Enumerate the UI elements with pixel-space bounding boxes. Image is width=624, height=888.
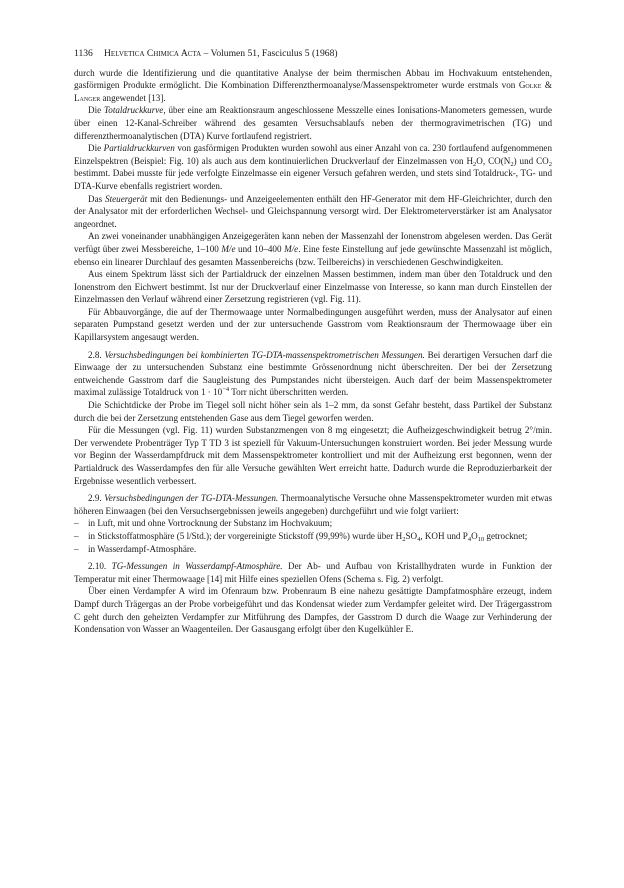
term-totaldruckkurve: Totaldruckkurve [104, 105, 164, 116]
section-number: 2.9. [88, 493, 105, 504]
list-item: – in Wasserdampf-Atmosphäre. [74, 543, 197, 554]
journal-citation [104, 48, 338, 61]
term-steuergeraet: Steuergerät [105, 193, 148, 204]
section-title: Versuchsbedingungen der TG-DTA-Messungen. [104, 493, 279, 504]
page-number: 1136 [74, 48, 93, 59]
volume-info: – Volumen 51, Fasciculus 5 (1968) [203, 48, 338, 59]
paragraph-schichtdicke: Die Schichtdicke der Probe im Tiegel soll nicht höher sein als 1–2 mm, da sonst Gefahr besteht, dass Partikel der Substanz durch die bei der Zersetzung entstehenden Gase aus dem Tiegel geworfen werden. [74, 400, 552, 423]
author-names: Golke & Langer [74, 80, 552, 103]
section-number: 2.10. [88, 561, 112, 572]
section-2-9: 2.9. Versuchsbedingungen der TG-DTA-Messungen. Thermoanalytische Versuche ohne Massenspektrometer wurden mit etwas höheren Einwaagen (bei den Versuchsergebnissen jeweils angegeben) durchgeführt und wie folgt variiert: [74, 493, 552, 516]
paragraph-steuergeraet: Das Steuergerät mit den Bedienungs- und Anzeigeelementen enthält den HF-Generator mit dem HF-Gleichrichter, durch den der Analysator mit der erforderlichen Wechsel- und Gleichspannung versorgt wird. Der Elektrometerverstärker ist am Analysator angeordnet. [74, 193, 553, 229]
paragraph-spektrum: Aus einem Spektrum lässt sich der Partialdruck der einzelnen Massen bestimmen, indem man über den Totaldruck und den Ionenstrom den Eichwert bestimmt. Ist nur der Druckverlauf einer Einzelmasse von Interesse, so kann man durch Einstellen der Einzelmassen den Verlauf während einer Zersetzung registrieren (vgl. Fig. 11). [74, 269, 552, 305]
conditions-list [74, 517, 552, 555]
list-item: – in Stickstoffatmosphäre (5 l/Std.); der vorgereinigte Stickstoff (99,99%) wurde über $H_2SO_4$, KOH und $P_4O_{10}$ getrocknet; [74, 530, 528, 543]
paragraph-messungen: Für die Messungen (vgl. Fig. 11) wurden Substanzmengen von 8 mg eingesetzt; die Aufheizgeschwindigkeit betrug 2°/min. Der verwendete Probenträger Typ T TD 3 ist speziell für Vakuum-Untersuchungen konstruiert worden. Bei jeder Messung wurde vor Beginn der Wasserdampfdruck mit dem Massenspektrometer kontrolliert und mit der Aufheizung erst begonnen, wenn der Partialdruck des Wasserdampfes den für alle Versuche gewählten Wert erreicht hatte. Dadurch wurde die Reproduzierbarkeit der Ergebnisse wesentlich verbessert. [74, 425, 552, 486]
paragraph-intro: durch wurde die Identifizierung und die quantitative Analyse der beim thermischen Abbau im Hochvakuum entstehenden, gasförmigen Produkte ermöglicht. Die Kombination Differenzthermoanalyse/Massenspektrometer wurde erstmals von Golke & Langer angewendet [13]. [74, 67, 552, 103]
document-page [74, 48, 552, 636]
section-number: 2.8. [88, 349, 105, 360]
paragraph-totaldruck: Die Totaldruckkurve, über eine am Reaktionsraum angeschlossene Messzelle eines Ionisations-Manometers gemessen, wurde über einen 12-Kanal-Schreiber während des gesamten Versuchsablaufs neben der thermogravimetrischen (TG) und differenzthermoanalytischen (DTA) Kurve fortlaufend registriert. [74, 105, 552, 141]
section-title: Versuchsbedingungen bei kombinierten TG-DTA-massenspektrometrischen Messungen. [104, 349, 425, 360]
journal-name: Helvetica Chimica Acta [104, 48, 202, 59]
list-item: – in Luft, mit und ohne Vortrocknung der Substanz im Hochvakuum; [74, 518, 333, 529]
section-title: TG-Messungen in Wasserdampf-Atmosphäre. [111, 561, 283, 572]
section-2-8: 2.8. Versuchsbedingungen bei kombinierten TG-DTA-massenspektrometrischen Messungen. Bei derartigen Versuchen darf die Einwaage der zu untersuchenden Substanz eine bestimmte Grössenordnung nicht überschreiten. Der bei der Zersetzung entweichende Gasstrom darf die Saugleistung des Pumpstandes nicht übersteigen. Auch darf der beim Massenspektrometer maximal zulässige Totaldruck von $1 \cdot 10^{-4}$ Torr nicht überschritten werden. [74, 349, 552, 398]
paragraph-verdampfer: Über einen Verdampfer A wird im Ofenraum bzw. Probenraum B eine nahezu gesättigte Dampfatmosphäre erzeugt, indem Dampf durch Trägergas an der Probe vorbeigeführt und das Kondensat wieder zum Verdampfer geleitet wird. Der Trägergasstrom C geht durch den geheizten Verdampfer zur Mitführung des Dampfes, der Gasstrom D durch die Waage zur Verhinderung der Kondensation von Wasser an Waagenteilen. Der Gasausgang erfolgt über den Kugelkühler E. [74, 586, 552, 635]
term-partialdruckkurven: Partialdruckkurven [103, 143, 175, 154]
paragraph-anzeigegeraete: An zwei voneinander unabhängigen Anzeigegeräten kann neben der Massenzahl der Ionenstrom abgelesen werden. Das Gerät verfügt über zwei Messbereiche, 1–100 M/e und 10–400 M/e. Eine feste Einstellung auf jede gewünschte Massenzahl ist möglich, ebenso ein linearer Durchlauf des gesamten Massenbereichs (bzw. Teilbereichs) in verschiedenen Geschwindigkeiten. [74, 231, 552, 267]
paragraph-partialdruck: Die Partialdruckkurven von gasförmigen Produkten wurden sowohl aus einer Anzahl von ca. 230 fortlaufend aufgenommenen Einzelspektren (Beispiel: Fig. 10) als auch aus dem kontinuierlichen Druckverlauf der Einzelmassen von $H_2O$, $CO(N_2)$ und $CO_2$ bestimmt. Dabei musste für jede verfolgte Einzelmasse ein eigener Versuch gefahren werden, und stets sind Totaldruck-, TG- und DTA-Kurve ebenfalls registriert worden. [74, 143, 553, 191]
running-header [74, 48, 552, 61]
paragraph-abbauvorgaenge: Für Abbauvorgänge, die auf der Thermowaage unter Normalbedingungen ausgeführt werden, muss der Analysator auf einen separaten Pumpstand gesetzt werden und der zur untersuchende Gasstrom vom Reaktionsraum der Thermowaage über ein Kapillarsystem angesaugt werden. [74, 306, 552, 343]
section-2-10: 2.10. TG-Messungen in Wasserdampf-Atmosphäre. Der Ab- und Aufbau von Kristallhydraten wurde in Funktion der Temperatur mit einer Thermowaage [14] mit Hilfe eines speziellen Ofens (Schema s. Fig. 2) verfolgt. [74, 561, 553, 584]
